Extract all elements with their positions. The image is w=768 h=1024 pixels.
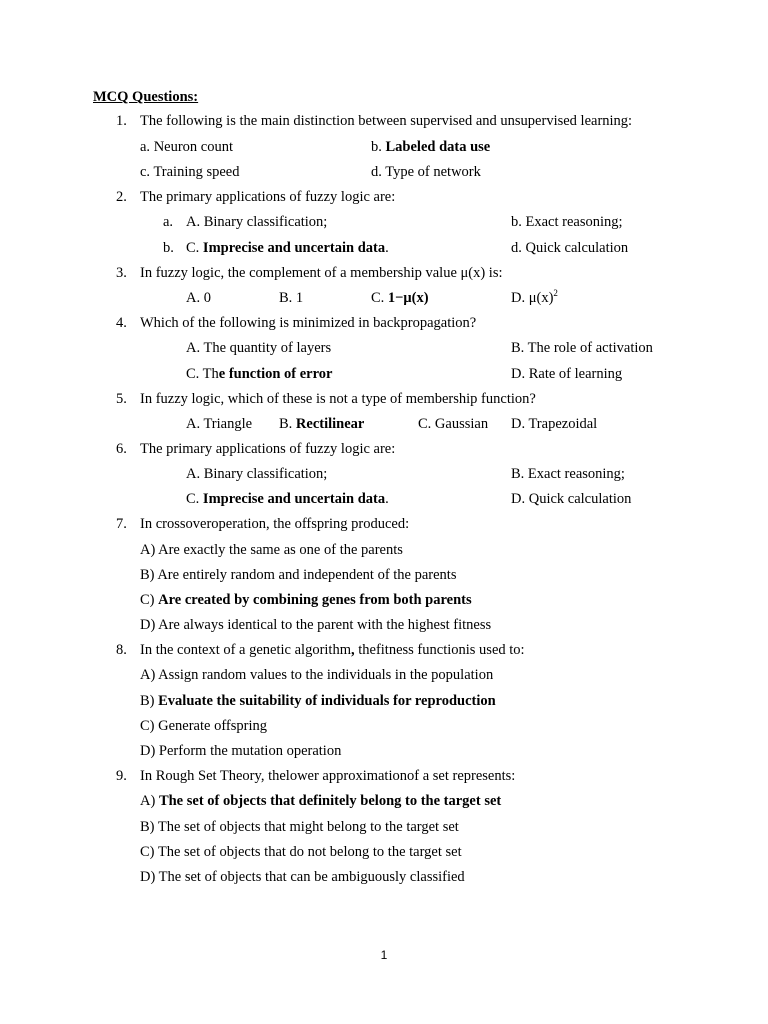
option-d: D. Trapezoidal (511, 416, 598, 432)
question-number: 1. (116, 113, 127, 129)
option-b-correct: B) Evaluate the suitability of individuals for reproduction (140, 693, 496, 709)
option-c-correct: C. Imprecise and uncertain data. (186, 240, 389, 256)
question-text: The primary applications of fuzzy logic are: (140, 441, 396, 457)
question-number: 7. (116, 516, 127, 532)
option-d: D) Perform the mutation operation (140, 743, 342, 759)
page-heading: MCQ Questions: (93, 89, 199, 105)
option-a: A. Binary classification; (186, 466, 328, 482)
option-c-correct: C) Are created by combining genes from both parents (140, 592, 472, 608)
question-text: The following is the main distinction between supervised and unsupervised learning: (140, 113, 633, 129)
question-number: 5. (116, 391, 127, 407)
option-b: b. Exact reasoning; (511, 214, 623, 230)
list-marker: b. (163, 240, 174, 256)
option-c-correct: C. Imprecise and uncertain data. (186, 491, 389, 507)
question-text: In crossoveroperation, the offspring produced: (140, 516, 410, 532)
option-a: A) Are exactly the same as one of the parents (140, 542, 403, 558)
option-b-correct: B. Rectilinear (279, 416, 365, 432)
option-b-correct: b. Labeled data use (371, 139, 491, 155)
option-c: C. Gaussian (418, 416, 489, 432)
option-a-correct: A) The set of objects that definitely belong to the target set (140, 793, 502, 809)
option-a: a. Neuron count (140, 139, 234, 155)
option-d: D. $\mu(x)^2$ (511, 288, 558, 306)
question-number: 8. (116, 642, 127, 658)
option-c-correct: C. The function of error (186, 366, 333, 382)
option-d: d. Type of network (371, 164, 481, 180)
page-number: 1 (380, 948, 388, 962)
question-number: 4. (116, 315, 127, 331)
question-number: 9. (116, 768, 127, 784)
option-a: A. Triangle (186, 416, 253, 432)
option-d: D. Quick calculation (511, 491, 632, 507)
question-number: 3. (116, 265, 127, 281)
question-number: 6. (116, 441, 127, 457)
option-a: A. Binary classification; (186, 214, 328, 230)
question-text: In fuzzy logic, which of these is not a type of membership function? (140, 391, 536, 407)
option-c: C) The set of objects that do not belong to the target set (140, 844, 462, 860)
question-text: The primary applications of fuzzy logic are: (140, 189, 396, 205)
question-text: In Rough Set Theory, thelower approximationof a set represents: (140, 768, 516, 784)
option-b: B. Exact reasoning; (511, 466, 625, 482)
question-text: In fuzzy logic, the complement of a membership value μ(x) is: (140, 265, 503, 281)
option-b: B. 1 (279, 290, 304, 306)
question-text: In the context of a genetic algorithm, thefitness functionis used to: (140, 642, 525, 658)
option-d: d. Quick calculation (511, 240, 629, 256)
option-d: D. Rate of learning (511, 366, 623, 382)
option-a: A) Assign random values to the individuals in the population (140, 667, 494, 683)
option-c: c. Training speed (140, 164, 240, 180)
option-a: A. 0 (186, 290, 211, 306)
option-c: C) Generate offspring (140, 718, 267, 734)
option-d: D) Are always identical to the parent with the highest fitness (140, 617, 492, 633)
question-number: 2. (116, 189, 127, 205)
option-b: B) Are entirely random and independent of the parents (140, 567, 457, 583)
list-marker: a. (163, 214, 174, 230)
option-b: B) The set of objects that might belong to the target set (140, 819, 459, 835)
option-b: B. The role of activation (511, 340, 653, 356)
option-a: A. The quantity of layers (186, 340, 332, 356)
option-d: D) The set of objects that can be ambiguously classified (140, 869, 465, 885)
question-text: Which of the following is minimized in backpropagation? (140, 315, 477, 331)
option-c-correct: C. 1−μ(x) (371, 290, 429, 306)
